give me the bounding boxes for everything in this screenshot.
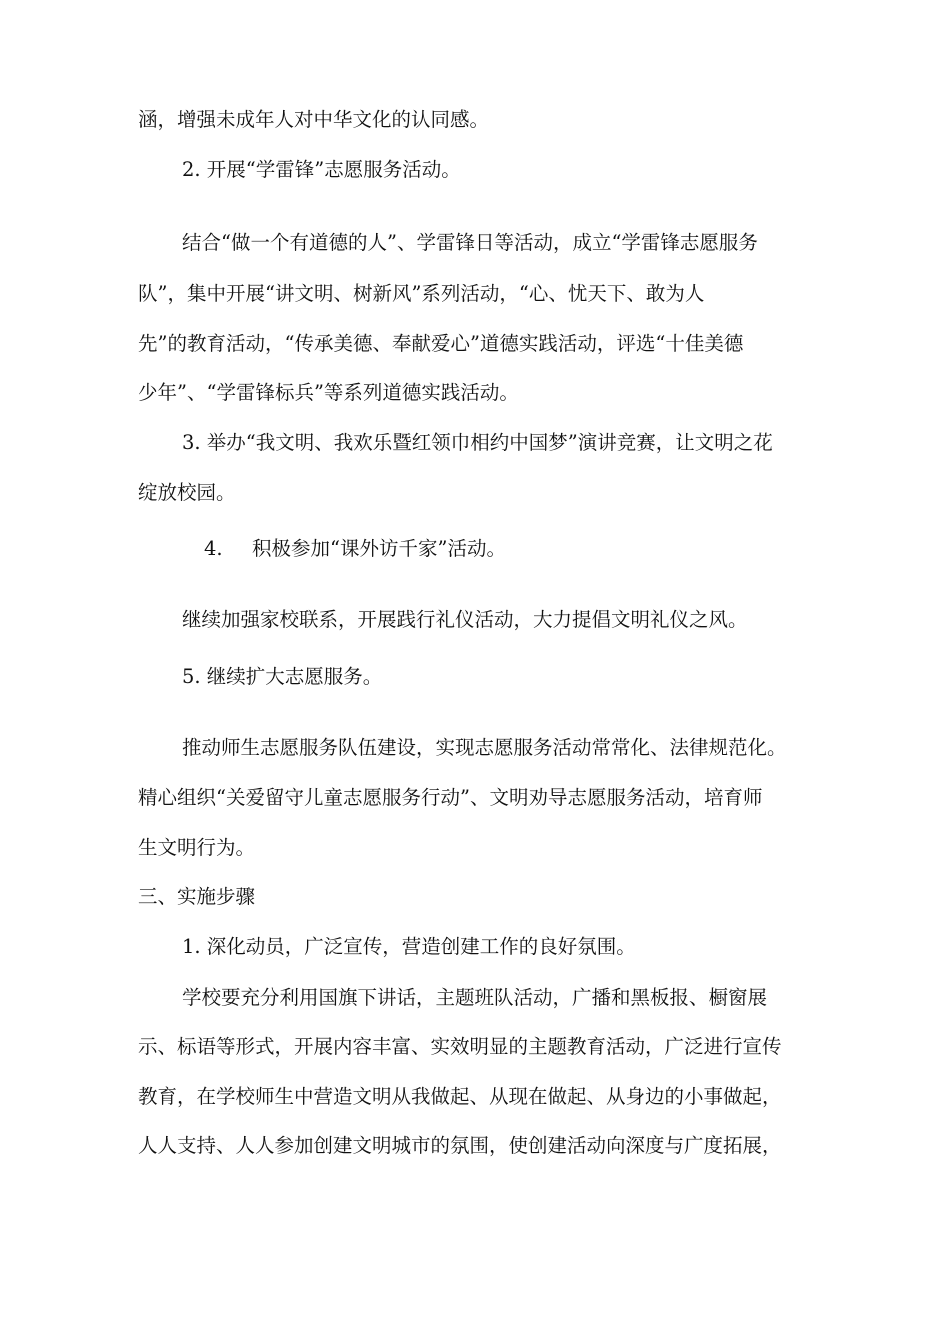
text-line: 人人支持、人人参加创建文明城市的氛围，使创建活动向深度与广度拓展， bbox=[138, 1134, 782, 1157]
text-line: 学校要充分利用国旗下讲话，主题班队活动，广播和黑板报、橱窗展 bbox=[182, 986, 768, 1009]
section-heading: 三、实施步骤 bbox=[138, 885, 256, 908]
text-line: 生文明行为。 bbox=[138, 836, 256, 859]
list-item-heading: 5. 继续扩大志愿服务。 bbox=[182, 665, 383, 688]
text-line: 教育，在学校师生中营造文明从我做起、从现在做起、从身边的小事做起， bbox=[138, 1085, 782, 1108]
text-line: 推动师生志愿服务队伍建设，实现志愿服务活动常常化、法律规范化。 bbox=[182, 736, 787, 759]
text-line: 精心组织“关爱留守儿童志愿服务行动”、文明劝导志愿服务活动，培育师 bbox=[138, 786, 763, 809]
text-line: 先”的教育活动，“传承美德、奉献爱心”道德实践活动，评选“十佳美德 bbox=[138, 332, 744, 355]
list-number: 4. bbox=[204, 537, 223, 560]
text-line: 示、标语等形式，开展内容丰富、实效明显的主题教育活动，广泛进行宣传 bbox=[138, 1035, 782, 1058]
text-line: 继续加强家校联系，开展践行礼仪活动，大力提倡文明礼仪之风。 bbox=[182, 608, 748, 631]
list-item-heading: 3. 举办“我文明、我欢乐暨红领巾相约中国梦”演讲竞赛，让文明之花 bbox=[182, 431, 773, 454]
text-line: 结合“做一个有道德的人”、学雷锋日等活动，成立“学雷锋志愿服务 bbox=[182, 231, 758, 254]
list-item-heading: 1. 深化动员，广泛宣传，营造创建工作的良好氛围。 bbox=[182, 935, 636, 958]
text-line: 少年”、“学雷锋标兵”等系列道德实践活动。 bbox=[138, 381, 519, 404]
text-line: 队”，集中开展“讲文明、树新风”系列活动，“心、忧天下、敢为人 bbox=[138, 282, 705, 305]
text-line: 涵，增强未成年人对中华文化的认同感。 bbox=[138, 108, 490, 131]
list-item-heading: 积极参加“课外访千家”活动。 bbox=[252, 537, 506, 560]
list-item-heading: 2. 开展“学雷锋”志愿服务活动。 bbox=[182, 158, 461, 181]
text-line: 绽放校园。 bbox=[138, 481, 236, 504]
